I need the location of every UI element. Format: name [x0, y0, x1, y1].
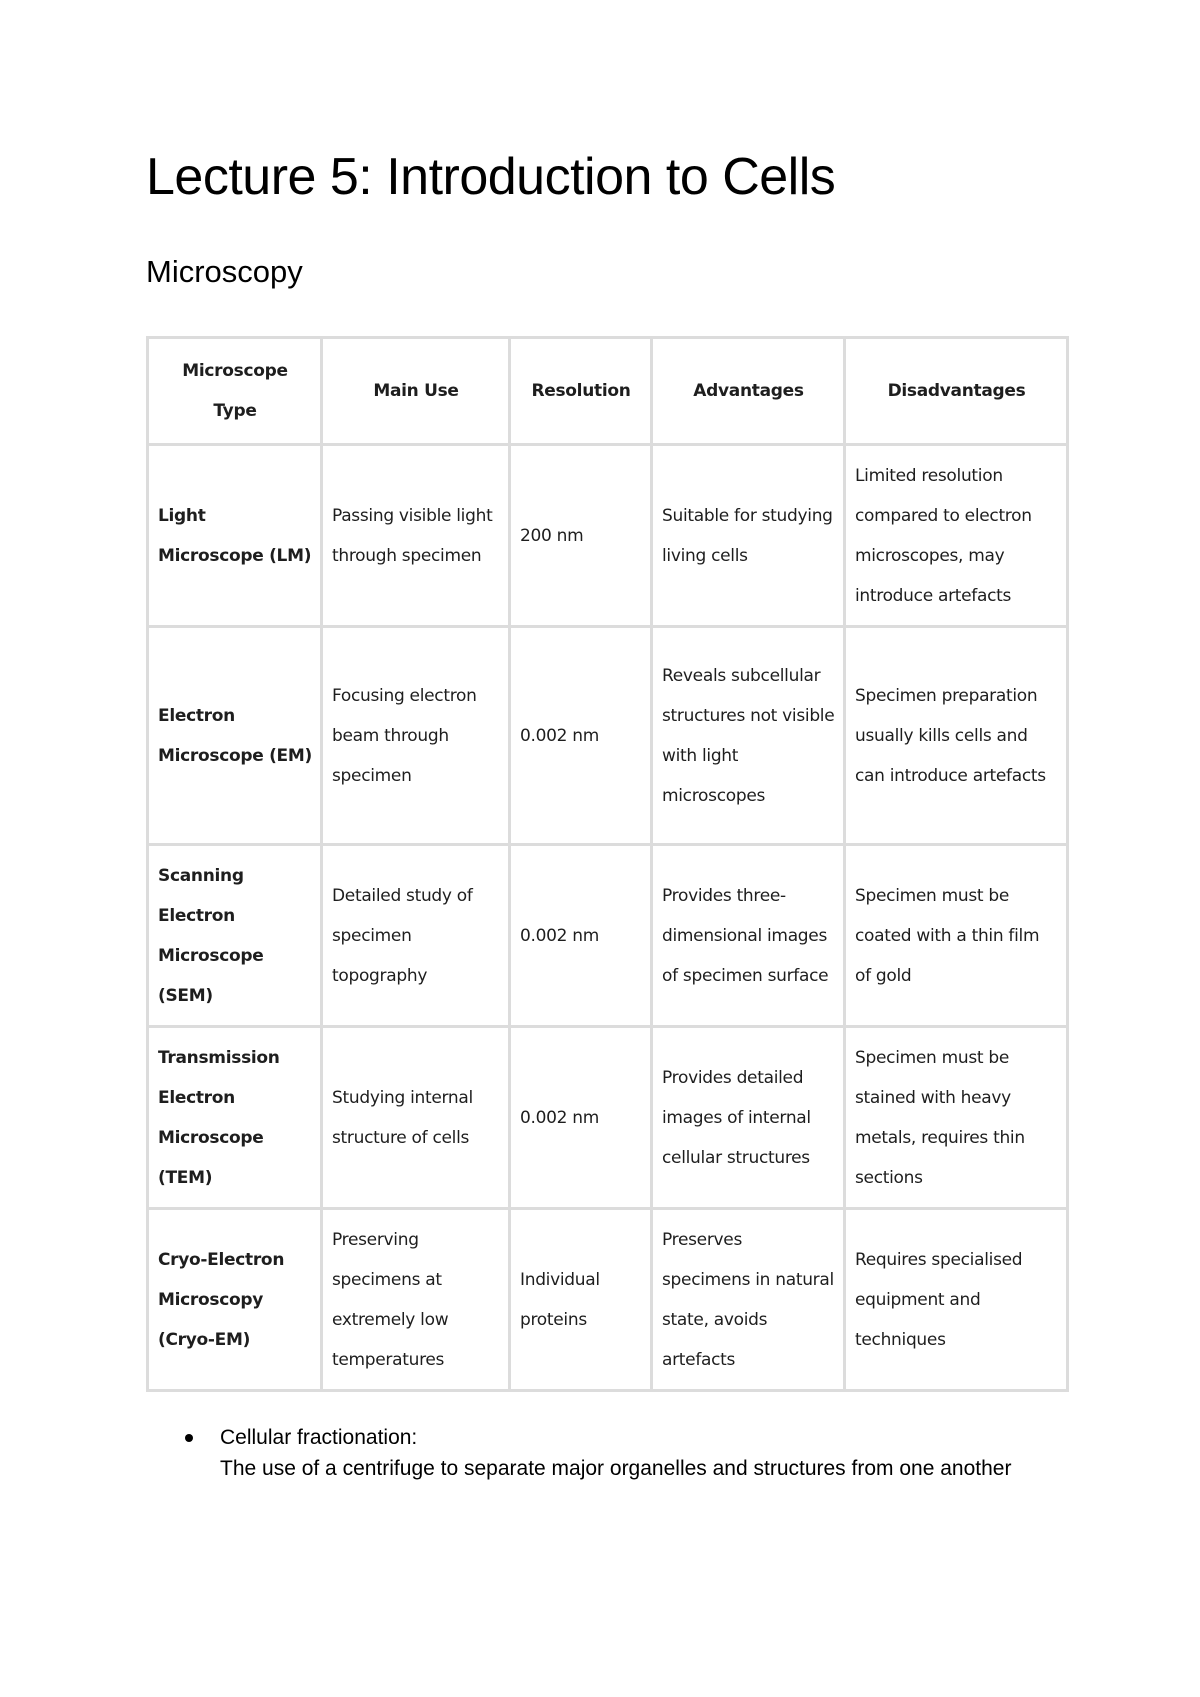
cell-advantages: Provides three-dimensional images of specimen surface [652, 845, 845, 1027]
header-microscope-type: Microscope Type [148, 338, 322, 445]
cell-disadvantages: Limited resolution compared to electron microscopes, may introduce artefacts [845, 445, 1068, 627]
cell-microscope-type: Transmission Electron Microscope (TEM) [148, 1027, 322, 1209]
cell-main-use: Detailed study of specimen topography [322, 845, 510, 1027]
cell-resolution: 0.002 nm [510, 1027, 652, 1209]
cell-advantages: Reveals subcellular structures not visible with light microscopes [652, 627, 845, 845]
cell-disadvantages: Specimen must be coated with a thin film of gold [845, 845, 1068, 1027]
header-main-use: Main Use [322, 338, 510, 445]
table-row [148, 1027, 1068, 1209]
cell-main-use: Preserving specimens at extremely low temperatures [322, 1209, 510, 1391]
table-row [148, 1209, 1068, 1391]
cell-advantages: Provides detailed images of internal cellular structures [652, 1027, 845, 1209]
cell-main-use: Studying internal structure of cells [322, 1027, 510, 1209]
bullet-list [180, 1422, 1011, 1484]
cell-disadvantages: Specimen must be stained with heavy metals, requires thin sections [845, 1027, 1068, 1209]
cell-main-use: Focusing electron beam through specimen [322, 627, 510, 845]
cell-resolution: 0.002 nm [510, 627, 652, 845]
bullet-dot-icon [185, 1434, 193, 1442]
cell-resolution: Individual proteins [510, 1209, 652, 1391]
cell-microscope-type: Scanning Electron Microscope (SEM) [148, 845, 322, 1027]
cell-microscope-type: Cryo-Electron Microscopy (Cryo-EM) [148, 1209, 322, 1391]
cell-advantages: Preserves specimens in natural state, avoids artefacts [652, 1209, 845, 1391]
bullet-title: Cellular fractionation: [220, 1426, 418, 1449]
cell-microscope-type: Light Microscope (LM) [148, 445, 322, 627]
table-row [148, 627, 1068, 845]
table-header-row [148, 338, 1068, 445]
table-row [148, 445, 1068, 627]
header-resolution: Resolution [510, 338, 652, 445]
cell-main-use: Passing visible light through specimen [322, 445, 510, 627]
header-advantages: Advantages [652, 338, 845, 445]
bullet-body: The use of a centrifuge to separate major organelles and structures from one another [220, 1457, 1012, 1480]
page-title: Lecture 5: Introduction to Cells [146, 148, 836, 206]
list-item [180, 1422, 1011, 1484]
cell-resolution: 200 nm [510, 445, 652, 627]
cell-disadvantages: Specimen preparation usually kills cells and can introduce artefacts [845, 627, 1068, 845]
table-row [148, 845, 1068, 1027]
section-heading-microscopy: Microscopy [146, 254, 303, 289]
cell-advantages: Suitable for studying living cells [652, 445, 845, 627]
microscopy-table [146, 336, 1069, 1392]
cell-microscope-type: Electron Microscope (EM) [148, 627, 322, 845]
cell-resolution: 0.002 nm [510, 845, 652, 1027]
header-disadvantages: Disadvantages [845, 338, 1068, 445]
cell-disadvantages: Requires specialised equipment and techniques [845, 1209, 1068, 1391]
